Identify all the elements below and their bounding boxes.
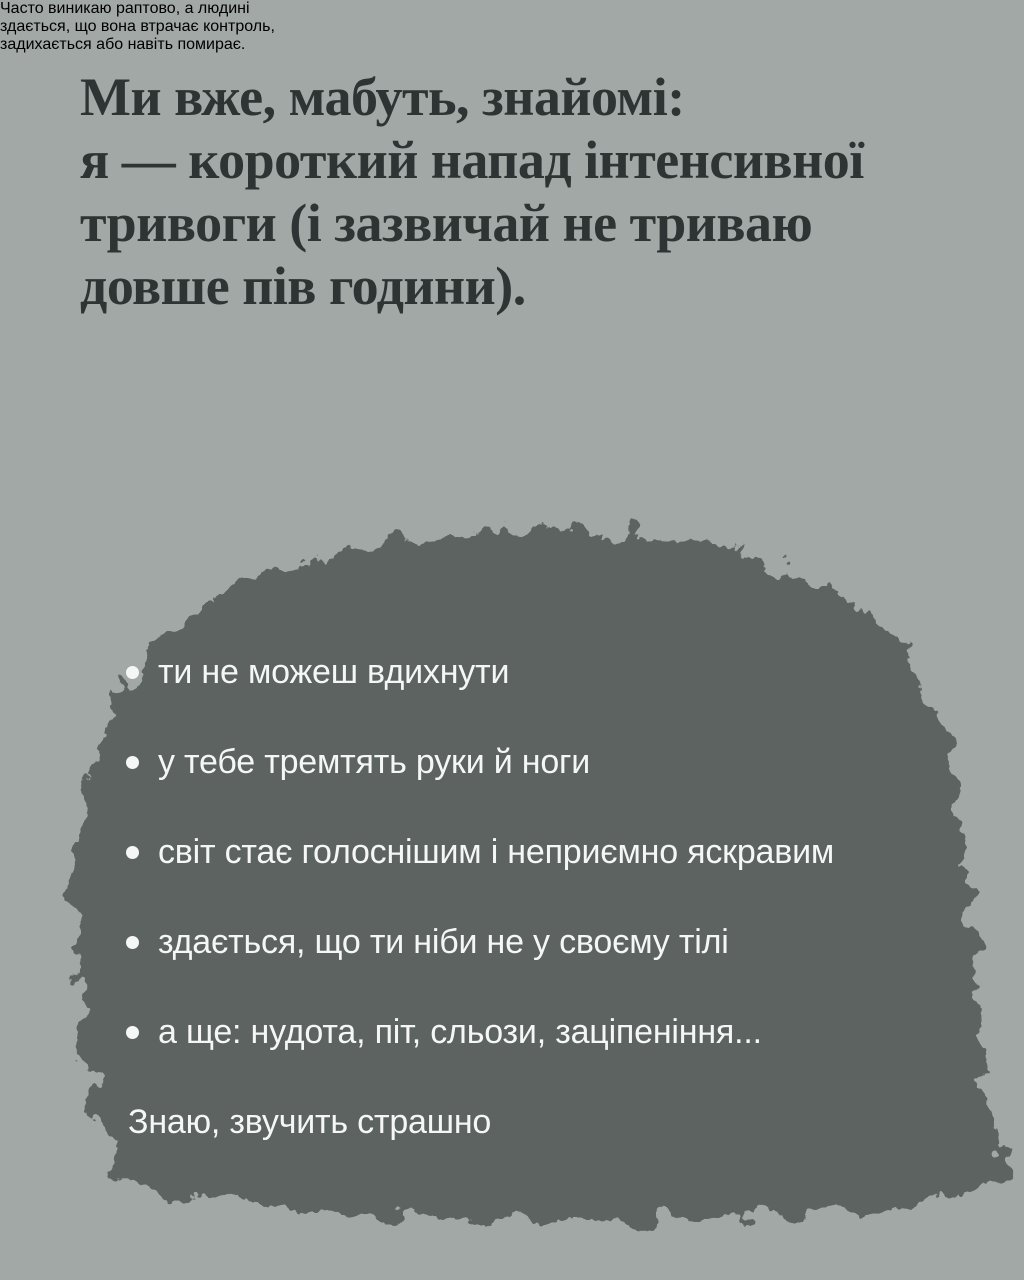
bullet-dot-icon [126,666,139,679]
symptom-label: світ стає голоснішим і неприємно яскравим [158,833,835,871]
symptom-label: а ще: нудота, піт, сльози, заціпеніння... [158,1013,762,1051]
bullet-dot-icon [126,756,139,769]
symptom-label: у тебе тремтять руки й ноги [158,743,591,781]
subtitle-line: Часто виникаю раптово, а людині [0,0,250,17]
heading-line: тривоги (і зазвичай не триваю [80,193,813,253]
list-item [126,652,834,692]
list-item [126,922,834,962]
heading-line: я — короткий напад інтенсивної [80,130,864,190]
heading-line: довше пів години). [80,256,526,316]
symptom-label: здається, що ти ніби не у своєму тілі [158,923,729,961]
subtitle-line: задихається або навіть помирає. [0,36,246,53]
subtitle-line: здається, що вона втрачає контроль, [0,18,275,35]
list-item [126,832,834,872]
closing-line: Знаю, звучить страшно [128,1103,492,1141]
list-item [126,742,834,782]
page-title [80,66,864,318]
list-item [126,1012,834,1052]
heading-line: Ми вже, мабуть, знайомі: [80,67,685,127]
bullet-dot-icon [126,846,139,859]
bullet-dot-icon [126,936,139,949]
symptom-label: ти не можеш вдихнути [158,653,510,691]
symptom-list [126,652,834,1102]
bullet-dot-icon [126,1026,139,1039]
